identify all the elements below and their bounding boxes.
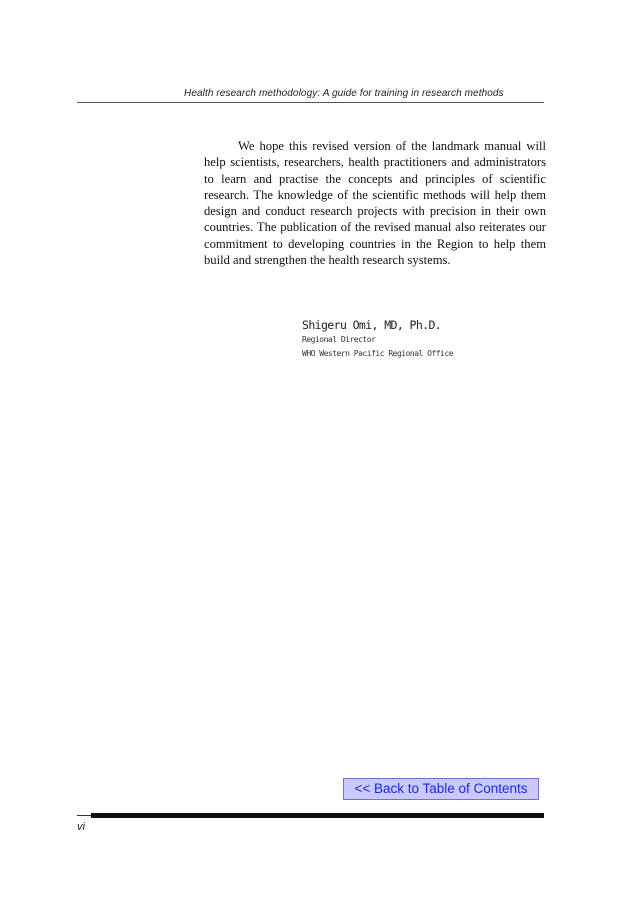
back-to-contents-button[interactable]: << Back to Table of Contents bbox=[343, 778, 539, 800]
signatory-office: WHO Western Pacific Regional Office bbox=[302, 349, 454, 358]
signature-block bbox=[302, 317, 453, 361]
footer-thin-rule bbox=[77, 815, 91, 816]
header-rule bbox=[77, 102, 544, 103]
body-paragraph bbox=[204, 138, 546, 268]
page-number: vi bbox=[77, 821, 85, 833]
signatory-name: Shigeru Omi, MD, Ph.D. bbox=[302, 318, 442, 332]
running-header: Health research methodology: A guide for training in research methods bbox=[184, 88, 504, 99]
signatory-title: Regional Director bbox=[302, 335, 376, 344]
body-paragraph-text: We hope this revised version of the landmark manual will help scientists, researchers, health practitioners and administrators to learn and practise the concepts and principles of scientific research. The knowledge of the scientific methods will help them design and conduct research projects with precision in their own countries. The publication of the revised manual also reiterates our commitment to developing countries in the Region to help them build and strengthen the health research systems. bbox=[204, 139, 546, 268]
footer-thick-rule bbox=[91, 813, 544, 818]
